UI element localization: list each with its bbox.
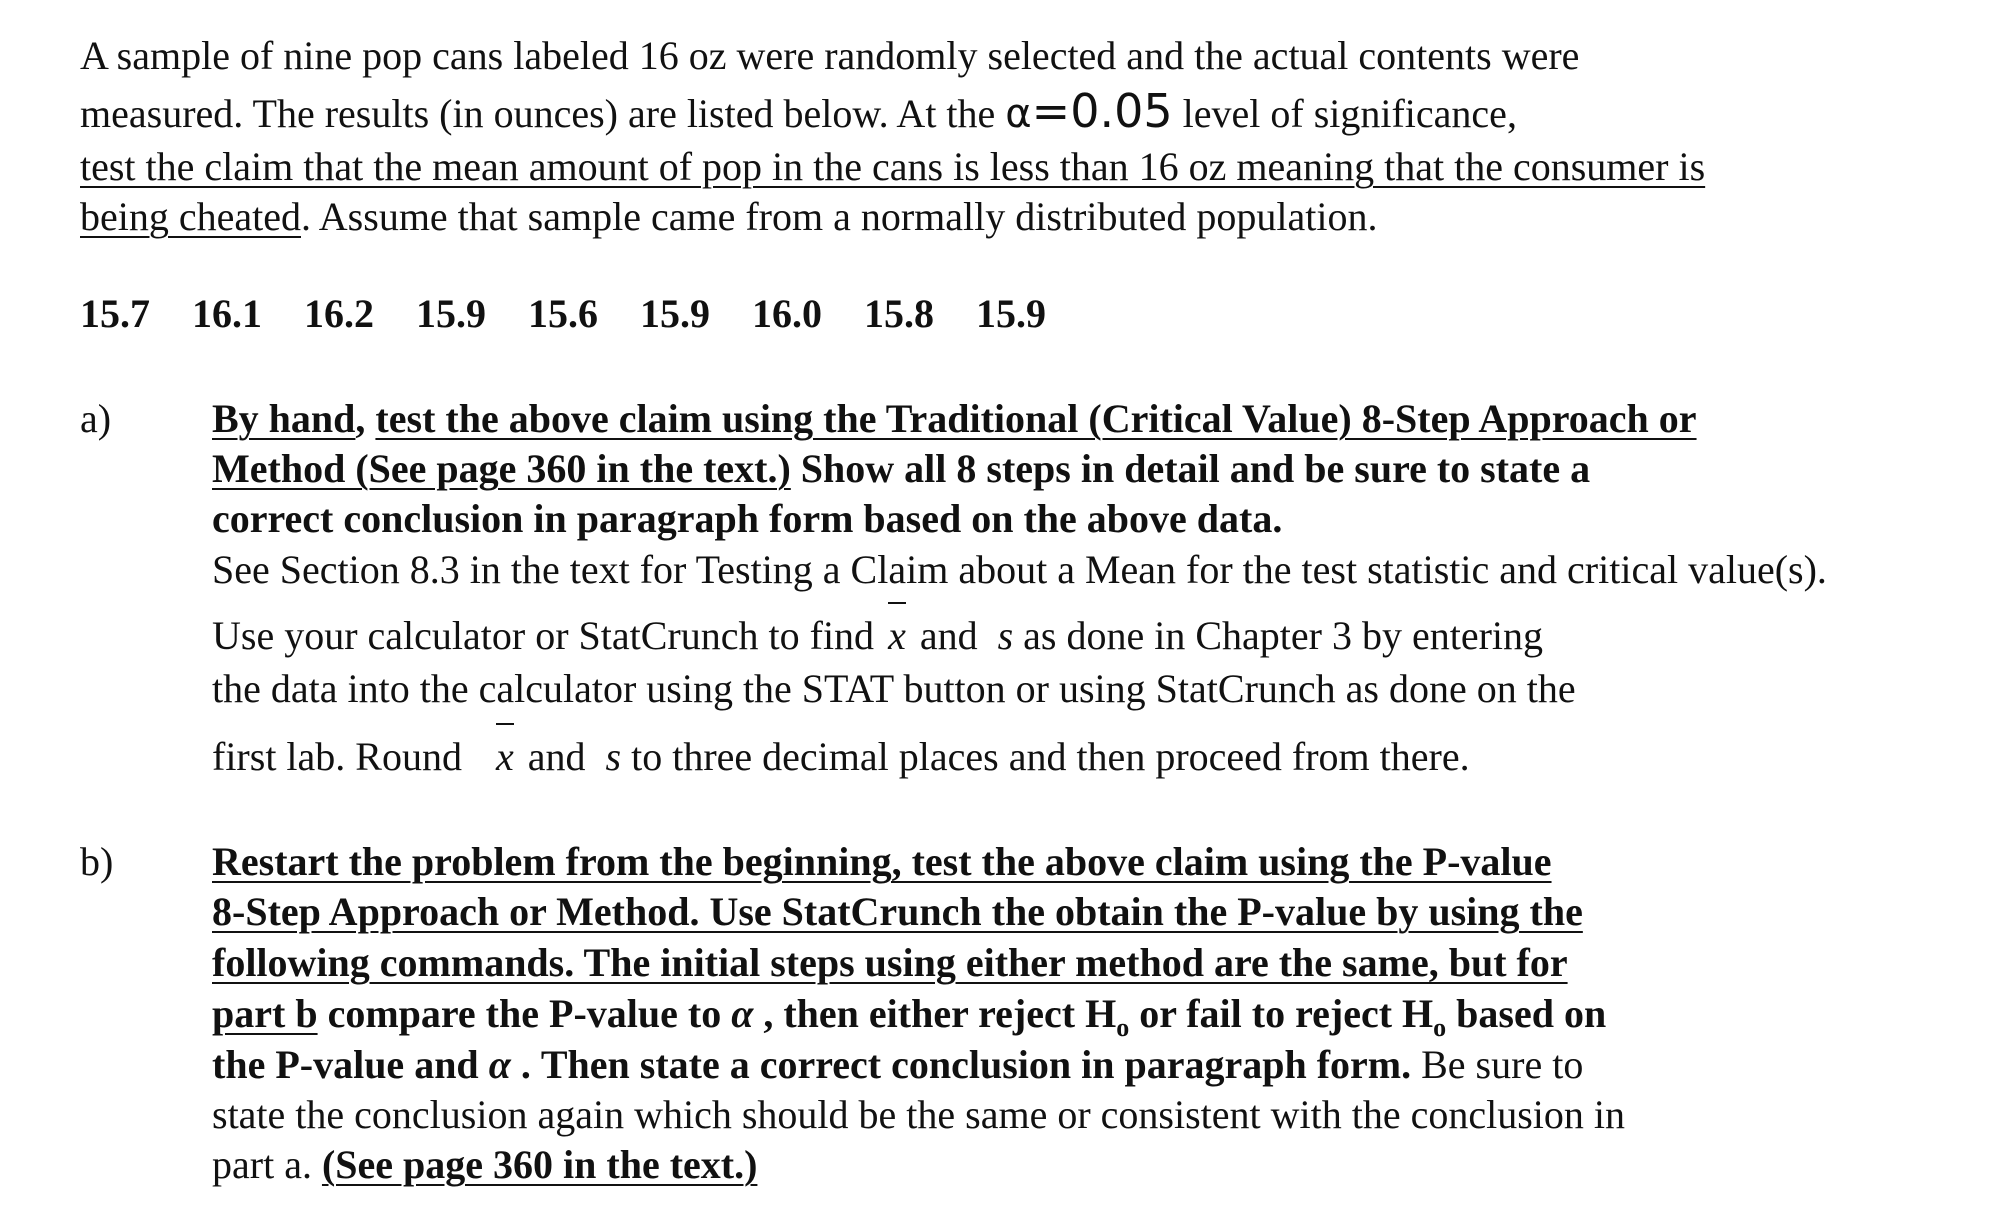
- data-values-row: [80, 290, 1078, 338]
- data-value: 15.9: [976, 291, 1046, 336]
- part-a-line-1: [212, 395, 1697, 443]
- part-b-text: the P-value and: [212, 1042, 489, 1087]
- intro-line-2: [80, 84, 1517, 138]
- intro-text: A sample of nine pop cans labeled 16 oz were randomly selected and the actual contents were: [80, 33, 1580, 78]
- data-value: 15.9: [640, 291, 710, 336]
- part-a-line-4: [212, 546, 1827, 594]
- part-a-text: and: [919, 613, 978, 658]
- part-a-line-3: [212, 495, 1282, 543]
- part-b-text: compare the P-value to: [317, 991, 732, 1036]
- alpha-symbol: α: [488, 1042, 511, 1087]
- part-b-text: based on: [1446, 991, 1607, 1036]
- x-bar-symbol: x: [492, 733, 518, 781]
- intro-line-3: [80, 143, 1705, 191]
- part-b-line-1: [212, 838, 1552, 886]
- part-a-line-7: [212, 733, 1470, 781]
- part-b-line-5: [212, 1041, 1583, 1089]
- part-b-text: Be sure to: [1411, 1042, 1584, 1087]
- intro-text: measured. The results (in ounces) are listed below. At the: [80, 91, 996, 136]
- alpha-symbol: α: [1005, 91, 1032, 137]
- part-a-text: By hand: [212, 396, 356, 441]
- intro-text: . Assume that sample came from a normally distributed population.: [301, 194, 1378, 239]
- part-a-text: Use your calculator or StatCrunch to find: [212, 613, 875, 658]
- data-value: 15.6: [528, 291, 598, 336]
- part-b-text: state the conclusion again which should be the same or consistent with the conclusion in: [212, 1092, 1626, 1137]
- data-value: 16.0: [752, 291, 822, 336]
- page-reference: (See page 360 in the text.): [321, 1142, 758, 1187]
- part-b-text: or fail to reject H: [1129, 991, 1434, 1036]
- intro-line-1: [80, 32, 1579, 80]
- part-b-text: part b: [212, 991, 318, 1036]
- subscript-o: o: [1433, 1013, 1447, 1042]
- part-b-text: . Then state a correct conclusion in paragraph form.: [510, 1042, 1412, 1087]
- part-a-line-5: [212, 612, 1543, 660]
- part-a-text: See Section 8.3 in the text for Testing a Claim about a Mean for the test statistic and critical value(s).: [212, 547, 1827, 592]
- part-a-text: first lab. Round: [212, 734, 462, 779]
- part-b-text: following commands. The initial steps using either method are the same, but for: [212, 940, 1568, 985]
- s-symbol: s: [605, 734, 622, 779]
- intro-line-4: [80, 193, 1377, 241]
- page-reference: Method (See page 360 in the text.): [212, 446, 791, 491]
- part-a-text: ,: [355, 396, 376, 441]
- part-b-line-3: [212, 939, 1568, 987]
- data-value: 15.7: [80, 291, 150, 336]
- part-a-text: to three decimal places and then proceed from there.: [631, 734, 1470, 779]
- part-a-text: correct conclusion in paragraph form based on the above data.: [212, 496, 1283, 541]
- part-b-line-6: [212, 1091, 1625, 1139]
- part-a-line-2: [212, 445, 1590, 493]
- part-a-text: as done in Chapter 3 by entering: [1023, 613, 1544, 658]
- part-a-text: test the above claim using the Traditional (Critical Value) 8-Step Approach or: [375, 396, 1697, 441]
- data-value: 15.8: [864, 291, 934, 336]
- part-a-text: Show all 8 steps in detail and be sure to state a: [790, 446, 1591, 491]
- part-a-line-6: [212, 665, 1576, 713]
- claim-text: being cheated: [80, 194, 301, 239]
- intro-text: level of significance,: [1182, 91, 1517, 136]
- part-b-line-2: [212, 888, 1583, 936]
- s-symbol: s: [997, 613, 1014, 658]
- alpha-value: =0.05: [1031, 84, 1173, 138]
- part-b-label: b): [80, 839, 114, 884]
- part-b-text: Restart the problem from the beginning, test the above claim using the P-value: [212, 839, 1552, 884]
- alpha-symbol: α: [731, 991, 754, 1036]
- claim-text: test the claim that the mean amount of pop in the cans is less than 16 oz meaning that the consumer is: [80, 144, 1706, 189]
- part-b-text: , then either reject H: [753, 991, 1117, 1036]
- part-a-text: and: [527, 734, 586, 779]
- data-value: 15.9: [416, 291, 486, 336]
- part-b-text: 8-Step Approach or Method. Use StatCrunch the obtain the P-value by using the: [212, 889, 1583, 934]
- data-value: 16.1: [192, 291, 262, 336]
- x-bar-symbol: x: [884, 612, 910, 660]
- part-b-text: part a.: [212, 1142, 322, 1187]
- subscript-o: o: [1116, 1013, 1130, 1042]
- data-value: 16.2: [304, 291, 374, 336]
- part-b-line-7: [212, 1141, 757, 1189]
- part-a-text: the data into the calculator using the STAT button or using StatCrunch as done on the: [212, 666, 1576, 711]
- part-a-label: a): [80, 396, 112, 441]
